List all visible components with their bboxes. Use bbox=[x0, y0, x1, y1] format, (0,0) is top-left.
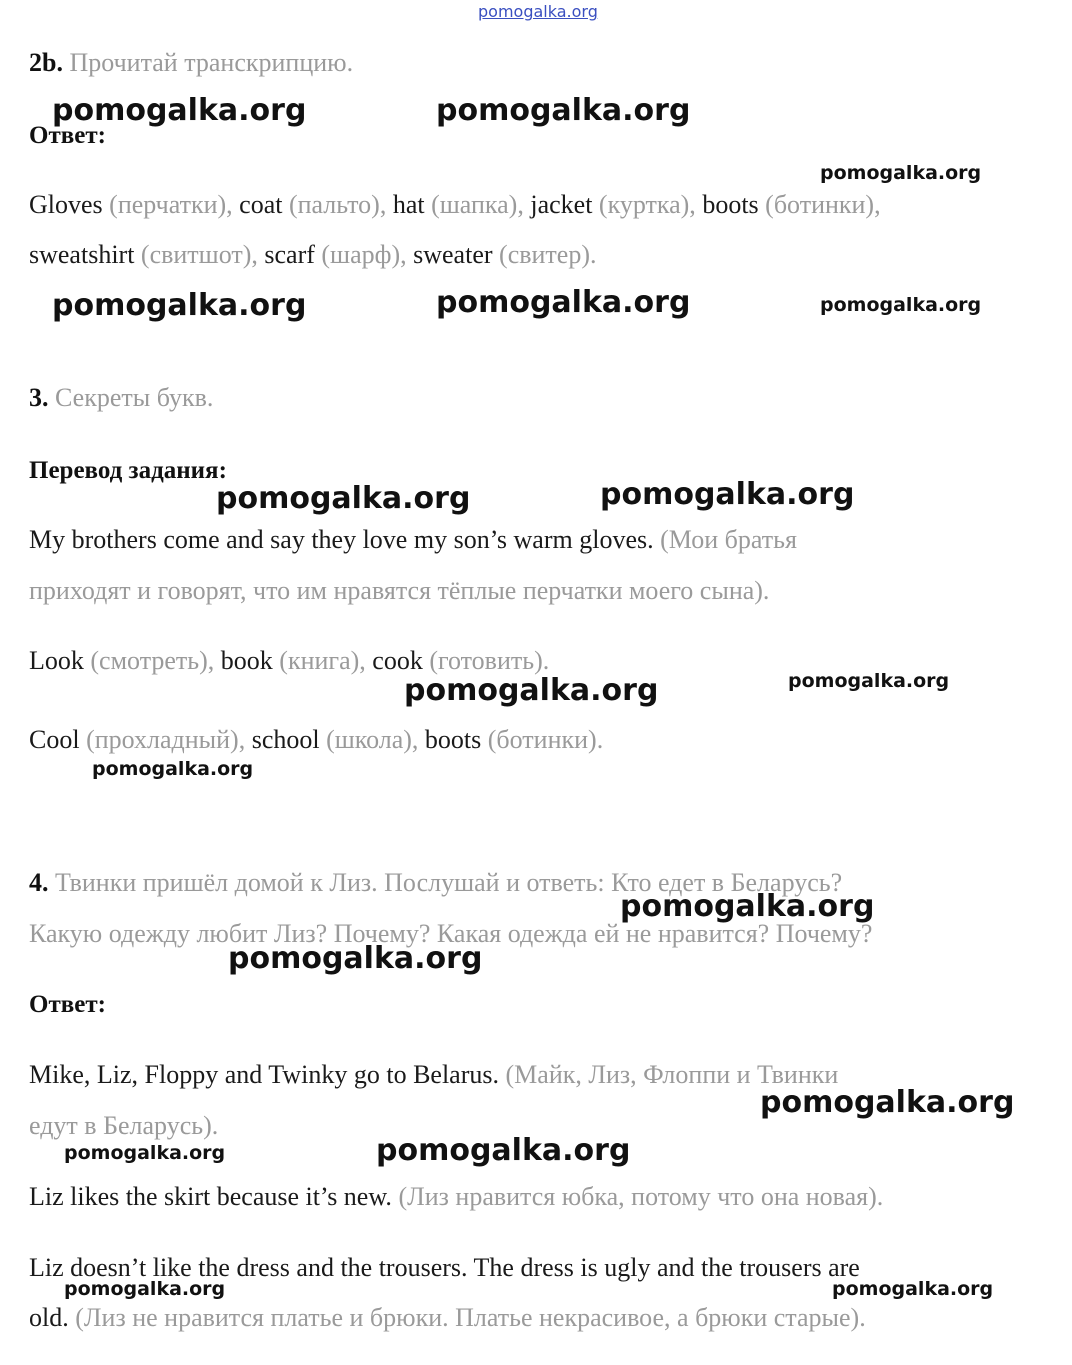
watermark: pomogalka.org bbox=[64, 1278, 226, 1300]
word: boots bbox=[702, 190, 759, 219]
word: scarf bbox=[264, 240, 315, 269]
answer-ru: (Лиз не нравится платье и брюки. Платье некрасивое, а брюки старые). bbox=[75, 1303, 866, 1332]
sentence-ru: (Мои братья bbox=[660, 525, 797, 554]
watermark: pomogalka.org bbox=[820, 162, 982, 184]
watermark: pomogalka.org bbox=[820, 294, 982, 316]
word: Gloves bbox=[29, 190, 103, 219]
watermark: pomogalka.org bbox=[52, 288, 307, 323]
word: book bbox=[220, 646, 273, 675]
word: Look bbox=[29, 646, 84, 675]
translation: (свитшот), bbox=[140, 240, 258, 269]
answer-en: Mike, Liz, Floppy and Twinky go to Belarus. bbox=[29, 1060, 499, 1089]
translation: (книга), bbox=[279, 646, 366, 675]
translation: (шапка), bbox=[431, 190, 524, 219]
answer-line: Liz doesn’t like the dress and the trousers. The dress is ugly and the trousers are bbox=[29, 1253, 860, 1282]
watermark: pomogalka.org bbox=[600, 477, 855, 512]
word: jacket bbox=[530, 190, 593, 219]
word: hat bbox=[392, 190, 425, 219]
answer-line bbox=[29, 190, 881, 220]
answer-en: old. bbox=[29, 1303, 69, 1332]
task-2b-heading bbox=[29, 48, 353, 78]
watermark: pomogalka.org bbox=[436, 285, 691, 320]
watermark: pomogalka.org bbox=[832, 1278, 994, 1300]
answer-ru-cont: едут в Беларусь). bbox=[29, 1111, 219, 1140]
translation: (ботинки), bbox=[765, 190, 881, 219]
translation: (перчатки), bbox=[109, 190, 233, 219]
word: boots bbox=[424, 725, 482, 754]
word: cook bbox=[372, 646, 423, 675]
site-link[interactable]: pomogalka.org bbox=[478, 2, 598, 21]
word: coat bbox=[239, 190, 283, 219]
watermark: pomogalka.org bbox=[64, 1142, 226, 1164]
task-text: Прочитай транскрипцию. bbox=[69, 48, 354, 77]
translation: (готовить). bbox=[429, 646, 550, 675]
answer-line bbox=[29, 240, 596, 270]
word: sweater bbox=[413, 240, 493, 269]
cool-line bbox=[29, 725, 603, 755]
sentence-line bbox=[29, 525, 797, 555]
translation-label: Перевод задания: bbox=[29, 457, 227, 484]
watermark: pomogalka.org bbox=[760, 1085, 1015, 1120]
translation: (школа), bbox=[326, 725, 419, 754]
answer-line bbox=[29, 1060, 838, 1090]
translation: (свитер). bbox=[499, 240, 597, 269]
answer-label: Ответ: bbox=[29, 122, 106, 149]
answer-label: Ответ: bbox=[29, 991, 106, 1018]
watermark: pomogalka.org bbox=[376, 1133, 631, 1168]
watermark: pomogalka.org bbox=[216, 481, 471, 516]
answer-line-cont bbox=[29, 1303, 866, 1333]
task-text: Секреты букв. bbox=[55, 383, 214, 412]
translation: (прохладный), bbox=[86, 725, 246, 754]
answer-ru: (Майк, Лиз, Флоппи и Твинки bbox=[505, 1060, 839, 1089]
task-number: 4. bbox=[29, 868, 49, 897]
watermark: pomogalka.org bbox=[436, 93, 691, 128]
watermark: pomogalka.org bbox=[52, 93, 307, 128]
answer-ru: (Лиз нравится юбка, потому что она новая). bbox=[398, 1182, 884, 1211]
sentence-ru-cont: приходят и говорят, что им нравятся тёплые перчатки моего сына). bbox=[29, 576, 770, 605]
watermark: pomogalka.org bbox=[228, 941, 483, 976]
watermark: pomogalka.org bbox=[92, 758, 254, 780]
look-line bbox=[29, 646, 549, 676]
task-text-cont: Какую одежду любит Лиз? Почему? Какая одежда ей не нравится? Почему? bbox=[29, 919, 873, 948]
translation: (шарф), bbox=[321, 240, 407, 269]
word: Cool bbox=[29, 725, 80, 754]
watermark: pomogalka.org bbox=[620, 889, 875, 924]
translation: (ботинки). bbox=[487, 725, 604, 754]
translation: (смотреть), bbox=[90, 646, 215, 675]
task-number: 3. bbox=[29, 383, 49, 412]
watermark: pomogalka.org bbox=[404, 673, 659, 708]
watermark: pomogalka.org bbox=[788, 670, 950, 692]
task-3-heading bbox=[29, 383, 213, 413]
task-number: 2b. bbox=[29, 48, 63, 77]
task-text: Твинки пришёл домой к Лиз. Послушай и ответь: Кто едет в Беларусь? bbox=[55, 868, 843, 897]
answer-line bbox=[29, 1182, 883, 1212]
word: sweatshirt bbox=[29, 240, 135, 269]
translation: (пальто), bbox=[288, 190, 387, 219]
translation: (куртка), bbox=[598, 190, 696, 219]
sentence-en: My brothers come and say they love my son’s warm gloves. bbox=[29, 525, 654, 554]
word: school bbox=[251, 725, 320, 754]
answer-en: Liz likes the skirt because it’s new. bbox=[29, 1182, 392, 1211]
